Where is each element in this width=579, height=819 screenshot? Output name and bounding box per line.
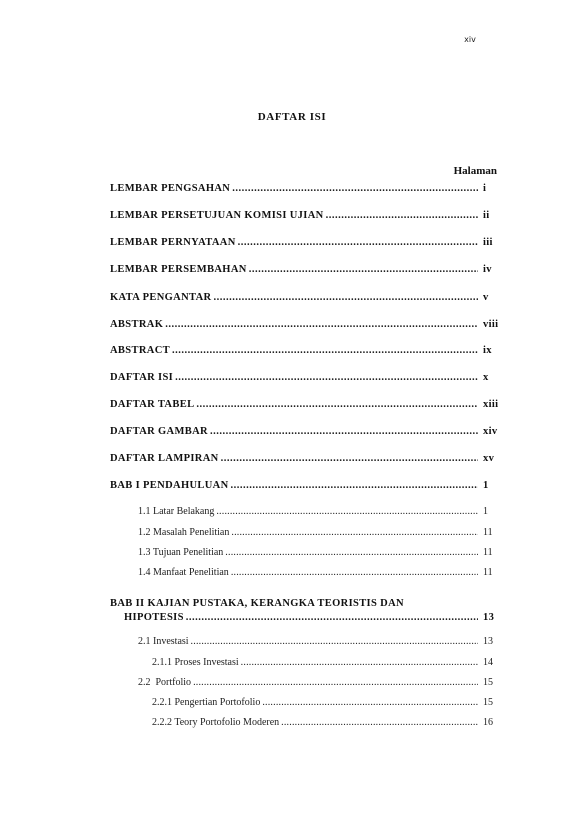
toc-entry — [110, 372, 497, 383]
toc-entry-page: xv — [483, 453, 495, 464]
toc-entry-label: 1.3 Tujuan Penelitian — [138, 547, 224, 558]
toc-entry-page: 15 — [483, 697, 493, 708]
toc-entry-page: iii — [483, 237, 493, 248]
leader-dots — [262, 697, 478, 708]
leader-dots — [232, 183, 478, 194]
leader-dots — [186, 612, 478, 623]
toc-entry-page: i — [483, 183, 487, 194]
toc-entry-label: ABSTRAK — [110, 319, 164, 330]
toc-entry-page: xiv — [483, 426, 498, 437]
leader-dots — [225, 547, 478, 558]
toc-entry-label: DAFTAR ISI — [110, 372, 174, 383]
toc-entry-page: 15 — [483, 677, 493, 688]
leader-dots — [326, 210, 478, 221]
toc-entry — [124, 612, 497, 623]
toc-entry — [110, 426, 497, 437]
toc-entry — [110, 210, 497, 221]
leader-dots — [193, 677, 478, 688]
leader-dots — [238, 237, 478, 248]
toc-entry-page: 11 — [483, 527, 493, 538]
toc-entry-label: KATA PENGANTAR — [110, 292, 212, 303]
toc-sub-entry — [138, 677, 497, 688]
toc-entry-page: x — [483, 372, 489, 383]
toc-sub-entry — [152, 657, 497, 668]
leader-dots — [249, 264, 478, 275]
toc-entry-page: 11 — [483, 547, 493, 558]
leader-dots — [231, 567, 478, 578]
toc-entry-label: 2.2.1 Pengertian Portofolio — [152, 697, 261, 708]
toc-entry-page: viii — [483, 319, 499, 330]
toc-entry-label: DAFTAR LAMPIRAN — [110, 453, 219, 464]
toc-entry-page: 11 — [483, 567, 493, 578]
toc-sub-entry — [138, 527, 497, 538]
toc-entry — [110, 183, 497, 194]
bab2-heading-line2: HIPOTESIS — [124, 612, 184, 623]
toc-entry-label: 2.1.1 Proses Investasi — [152, 657, 239, 668]
toc-sub-entry — [138, 547, 497, 558]
page-number: xiv — [464, 35, 476, 44]
toc-entry — [110, 453, 497, 464]
leader-dots — [231, 527, 478, 538]
toc-entry-page: 16 — [483, 717, 493, 728]
toc-entry-page: ii — [483, 210, 490, 221]
leader-dots — [241, 657, 478, 668]
toc-entry-label: BAB I PENDAHULUAN — [110, 480, 229, 491]
toc-entry — [110, 319, 497, 330]
bab2-heading-line1: BAB II KAJIAN PUSTAKA, KERANGKA TEORISTIS DAN — [110, 598, 404, 609]
toc-entry-label: LEMBAR PENGSAHAN — [110, 183, 231, 194]
toc-entry-page: 1 — [483, 480, 489, 491]
leader-dots — [221, 453, 478, 464]
toc-sub-entry — [138, 636, 497, 647]
toc-entry-label: 2.2 Portfolio — [138, 677, 192, 688]
toc-sub-entry — [152, 717, 497, 728]
toc-entry-page: v — [483, 292, 489, 303]
toc-entry-label: LEMBAR PERNYATAAN — [110, 237, 236, 248]
toc-entry-label: DAFTAR GAMBAR — [110, 426, 208, 437]
toc-entry-page: 13 — [483, 612, 495, 623]
toc-entry-page: 1 — [483, 506, 488, 517]
leader-dots — [175, 372, 478, 383]
leader-dots — [172, 345, 478, 356]
toc-sub-entry — [152, 697, 497, 708]
toc-entry-label: 1.2 Masalah Penelitian — [138, 527, 230, 538]
leader-dots — [281, 717, 478, 728]
toc-entry-label: LEMBAR PERSETUJUAN KOMISI UJIAN — [110, 210, 324, 221]
leader-dots — [213, 292, 478, 303]
toc-entry — [110, 480, 497, 491]
toc-entry — [110, 264, 497, 275]
toc-entry-label: ABSTRACT — [110, 345, 170, 356]
toc-entry — [110, 345, 497, 356]
leader-dots — [191, 636, 478, 647]
toc-entry — [110, 399, 497, 410]
toc-sub-entry — [138, 567, 497, 578]
page-title: DAFTAR ISI — [257, 111, 327, 123]
toc-entry-label: 2.1 Investasi — [138, 636, 189, 647]
toc-entry-label: DAFTAR TABEL — [110, 399, 195, 410]
leader-dots — [165, 319, 478, 330]
leader-dots — [196, 399, 478, 410]
toc-entry-page: 13 — [483, 636, 493, 647]
leader-dots — [210, 426, 478, 437]
toc-entry-page: iv — [483, 264, 492, 275]
toc-entry-label: 1.1 Latar Belakang — [138, 506, 215, 517]
toc-entry-label: 1.4 Manfaat Penelitian — [138, 567, 229, 578]
leader-dots — [216, 506, 478, 517]
toc-entry — [110, 292, 497, 303]
toc-entry — [110, 237, 497, 248]
toc-entry-page: 14 — [483, 657, 493, 668]
toc-entry-page: ix — [483, 345, 492, 356]
toc-entry-label: LEMBAR PERSEMBAHAN — [110, 264, 247, 275]
toc-entry-label: 2.2.2 Teory Portofolio Moderen — [152, 717, 280, 728]
leader-dots — [231, 480, 478, 491]
toc-sub-entry — [138, 506, 497, 517]
toc-entry-page: xiii — [483, 399, 499, 410]
column-header-halaman: Halaman — [453, 165, 497, 177]
